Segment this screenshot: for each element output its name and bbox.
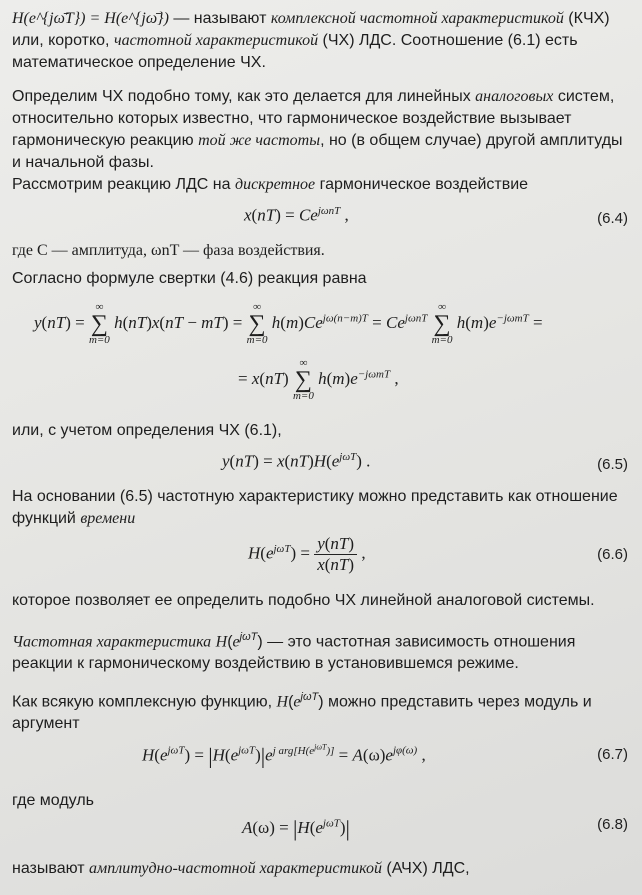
equation-6-8: $A(\omega) = |H(e^{j\omega T})|$ <box>242 816 350 841</box>
paragraph-analog-analogy: которое позволяет ее определить подобно ЧХ линейной аналоговой системы. <box>12 592 595 609</box>
equation-convolution-line1: y(nT) = ∞ ∑ m=0 h(nT)x(nT − mT) = ∞ ∑ m=0 $h(m)Ce^{j\omega(n-m)T} = Ce^{j\omega nT}$ ∞ ∑ m=0 $h(m)e^{-j\omega mT}$ = <box>34 301 543 346</box>
paragraph-with-definition: или, с учетом определения ЧХ (6.1), <box>12 422 282 439</box>
equation-number-6-5: (6.5) <box>597 456 628 473</box>
formula-h: H(e^{jω̄T}) = H(e^{jω̄}) <box>12 10 169 27</box>
paragraph-achx: называют амплитудно-частотной характеристикой (АЧХ) ЛДС, <box>12 860 470 877</box>
equation-number-6-7: (6.7) <box>597 746 628 763</box>
paragraph-complex-function: Как всякую комплексную функцию, $H(e^{j\omega T})$ можно представить через модуль и аргумент <box>12 691 592 733</box>
equation-number-6-8: (6.8) <box>597 816 628 833</box>
paragraph-discrete-input: Рассмотрим реакцию ЛДС на дискретное гармоническое воздействие <box>12 176 529 193</box>
paragraph-chx-definition: Частотная характеристика $H(e^{j\omega T})$ — это частотная зависимость отношения реакции к гармоническому воздействию в установившемся режиме. <box>12 631 576 673</box>
equation-convolution-line2: = x(nT) ∞ ∑ m=0 $h(m)e^{-j\omega mT}$ , <box>238 357 399 402</box>
paragraph-modulus: где модуль <box>12 792 94 809</box>
paragraph-convolution: Согласно формуле свертки (4.6) реакция равна <box>12 270 367 287</box>
equation-6-6: $H(e^{j\omega T})$ = $\frac{y(nT)}{x(nT)}$ , <box>248 534 366 574</box>
paragraph-define-chx: Определим ЧХ подобно тому, как это делается для линейных аналоговых систем, относительно которых известно, что гармоническое воздействие вызывает гармоническую реакцию той же частоты, но (в общем случае) другой амплитуды и начальной фазы. <box>12 88 623 171</box>
equation-6-4: $x(nT) = Ce^{j\omega nT}$ , <box>244 205 349 225</box>
equation-number-6-4: (6.4) <box>597 210 628 227</box>
equation-6-5: $y(nT) = x(nT)H(e^{j\omega T})$ . <box>222 451 371 471</box>
paragraph-kchx-definition: H(e^{jω̄T}) = H(e^{jω̄}) — называют комплексной частотной характеристикой (КЧХ) или, коротко, частотной характеристикой (ЧХ) ЛДС. Соотношение (6.1) есть математическое определение ЧХ. <box>12 10 610 71</box>
equation-number-6-6: (6.6) <box>597 546 628 563</box>
paragraph-amplitude-phase: где C — амплитуда, ωnT — фаза воздействия. <box>12 242 325 259</box>
equation-6-7: $H(e^{j\omega T}) = |H(e^{j\omega T})|e^{j arg[H(e^{j\omega T})]} = A(\omega)e^{j\varphi(\omega)}$ , <box>142 742 426 769</box>
paragraph-ratio-of-functions: На основании (6.5) частотную характеристику можно представить как отношение функций времени <box>12 488 618 527</box>
